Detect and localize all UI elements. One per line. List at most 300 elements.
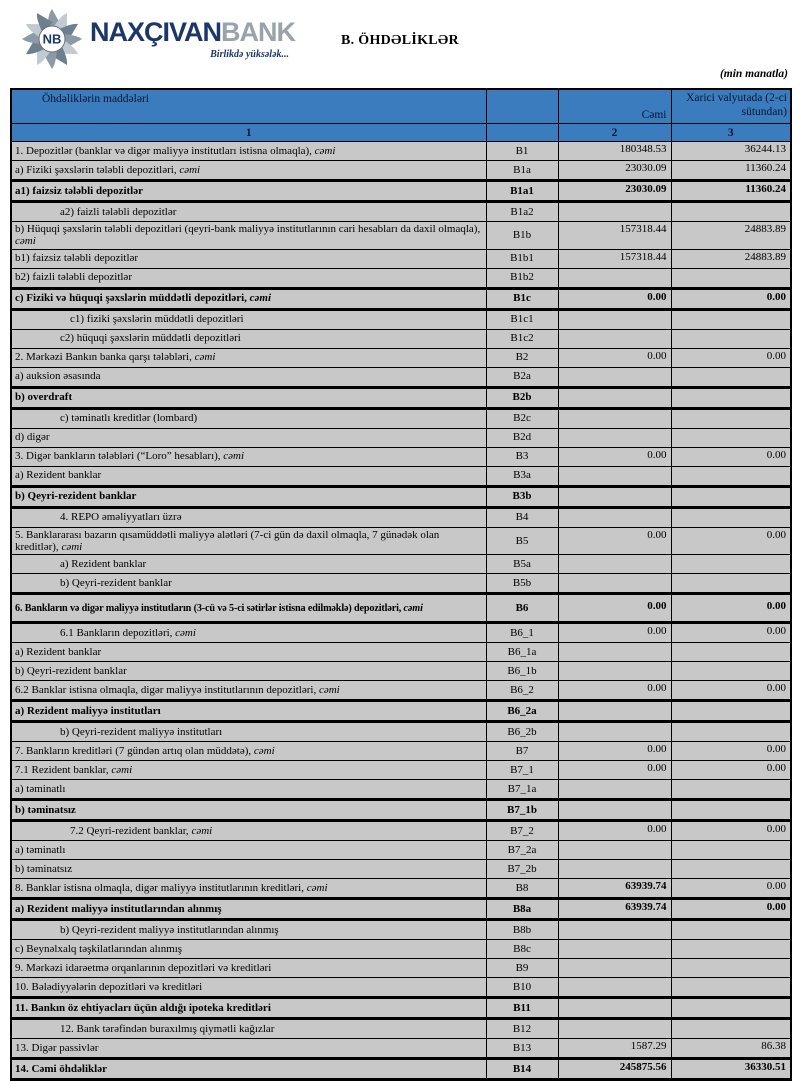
item-code-cell: B1 bbox=[486, 142, 558, 161]
table-row bbox=[11, 249, 791, 268]
item-foreign-cell bbox=[671, 309, 791, 329]
item-foreign-cell bbox=[671, 978, 791, 998]
item-label-cell bbox=[11, 466, 486, 486]
item-foreign-cell: 36330.51 bbox=[671, 1059, 791, 1080]
item-total-cell bbox=[558, 202, 671, 222]
column-header-code bbox=[486, 89, 558, 124]
item-total-cell: 180348.53 bbox=[558, 142, 671, 161]
item-code-cell: B8a bbox=[486, 899, 558, 920]
item-total-cell: 0.00 bbox=[558, 821, 671, 841]
item-total-cell bbox=[558, 701, 671, 722]
table-row bbox=[11, 555, 791, 574]
item-code-cell: B7_1a bbox=[486, 780, 558, 800]
table-row bbox=[11, 879, 791, 899]
item-label: 9. Mərkəzi idarəetmə orqanlarının depozitləri və kreditləri bbox=[15, 962, 272, 975]
item-label: a1) faizsiz tələbli depozitlər bbox=[15, 184, 143, 197]
item-label-cell bbox=[11, 662, 486, 681]
item-label-cell bbox=[11, 800, 486, 821]
table-row bbox=[11, 681, 791, 701]
item-total-cell: 1587.29 bbox=[558, 1039, 671, 1059]
table-row bbox=[11, 920, 791, 940]
item-code-cell: B1c bbox=[486, 288, 558, 309]
table-row bbox=[11, 940, 791, 959]
item-total-cell bbox=[558, 428, 671, 447]
item-label-cell bbox=[11, 821, 486, 841]
table-row bbox=[11, 623, 791, 643]
item-label-cell bbox=[11, 329, 486, 348]
item-label: a) Rezident banklar bbox=[15, 469, 102, 482]
item-foreign-cell bbox=[671, 860, 791, 879]
table-row bbox=[11, 408, 791, 428]
item-total-cell bbox=[558, 387, 671, 408]
item-foreign-cell bbox=[671, 998, 791, 1019]
item-code-cell: B6_2 bbox=[486, 681, 558, 701]
table-row bbox=[11, 447, 791, 466]
item-total-cell bbox=[558, 662, 671, 681]
item-code-cell: B6_2a bbox=[486, 701, 558, 722]
item-label-cell bbox=[11, 268, 486, 288]
item-label: b) təminatsız bbox=[15, 863, 73, 876]
item-foreign-cell bbox=[671, 466, 791, 486]
item-label: a) Fiziki şəxslərin tələbli depozitləri, bbox=[15, 163, 180, 176]
table-row bbox=[11, 722, 791, 742]
item-total-cell: 23030.09 bbox=[558, 181, 671, 202]
item-label-italic-suffix: cəmi bbox=[15, 235, 36, 248]
table-row bbox=[11, 387, 791, 408]
item-total-cell: 0.00 bbox=[558, 742, 671, 761]
item-label: b) Hüquqi şəxslərin tələbli depozitləri (qeyri-bank maliyyə institutlarının cari hesabları da daxil olmaqla), bbox=[15, 223, 481, 235]
item-foreign-cell bbox=[671, 1019, 791, 1039]
item-label: 5. Banklararası bazarın qısamüddətli maliyyə alətləri (7-ci gün də daxil olmaqla, 7 günədək olan kreditlər), bbox=[15, 528, 440, 553]
item-foreign-cell bbox=[671, 643, 791, 662]
item-foreign-cell: 24883.89 bbox=[671, 249, 791, 268]
item-label-italic-suffix: cəmi bbox=[314, 144, 336, 157]
item-label-cell bbox=[11, 309, 486, 329]
table-row bbox=[11, 1039, 791, 1059]
table-row bbox=[11, 428, 791, 447]
item-label-cell bbox=[11, 249, 486, 268]
item-code-cell: B1a2 bbox=[486, 202, 558, 222]
bank-name-secondary: BANK bbox=[221, 17, 296, 47]
item-code-cell: B3 bbox=[486, 447, 558, 466]
item-label: a) auksion əsasında bbox=[15, 370, 101, 383]
item-code-cell: B1a bbox=[486, 161, 558, 181]
item-foreign-cell: 0.00 bbox=[671, 527, 791, 555]
column-header-total: Cəmi bbox=[558, 89, 671, 124]
item-total-cell bbox=[558, 574, 671, 594]
table-row bbox=[11, 202, 791, 222]
item-foreign-cell bbox=[671, 959, 791, 978]
item-code-cell: B1b2 bbox=[486, 268, 558, 288]
item-foreign-cell bbox=[671, 486, 791, 507]
item-total-cell: 0.00 bbox=[558, 761, 671, 780]
item-label-cell bbox=[11, 428, 486, 447]
item-foreign-cell bbox=[671, 202, 791, 222]
item-code-cell: B7_1b bbox=[486, 800, 558, 821]
item-foreign-cell bbox=[671, 408, 791, 428]
item-label-cell bbox=[11, 841, 486, 860]
item-total-cell: 63939.74 bbox=[558, 899, 671, 920]
item-label-cell bbox=[11, 222, 486, 250]
item-label: 12. Bank tərəfindən buraxılmış qiymətli kağızlar bbox=[60, 1023, 275, 1036]
item-label: 6.2 Banklar istisna olmaqla, digər maliyyə institutlarının depozitləri, bbox=[15, 684, 319, 697]
item-foreign-cell bbox=[671, 800, 791, 821]
item-label: a) Rezident maliyyə institutları bbox=[15, 705, 161, 718]
table-row bbox=[11, 329, 791, 348]
item-label: 10. Bələdiyyələrin depozitləri və kreditləri bbox=[15, 981, 203, 994]
item-label-cell bbox=[11, 447, 486, 466]
item-label-italic-suffix: cəmi bbox=[249, 292, 272, 305]
item-foreign-cell bbox=[671, 940, 791, 959]
table-row bbox=[11, 507, 791, 527]
item-code-cell: B14 bbox=[486, 1059, 558, 1080]
liabilities-table bbox=[10, 88, 792, 1081]
item-total-cell bbox=[558, 408, 671, 428]
table-row bbox=[11, 643, 791, 662]
item-label-cell bbox=[11, 998, 486, 1019]
column-number-1: 1 bbox=[11, 124, 486, 142]
item-foreign-cell bbox=[671, 387, 791, 408]
item-label-cell bbox=[11, 1059, 486, 1080]
item-total-cell: 157318.44 bbox=[558, 249, 671, 268]
column-header-items: Öhdəliklərin maddələri bbox=[11, 89, 486, 124]
item-label-italic-suffix: cəmi bbox=[223, 450, 245, 463]
item-code-cell: B7 bbox=[486, 742, 558, 761]
item-code-cell: B1c2 bbox=[486, 329, 558, 348]
item-label: a) Rezident banklar bbox=[15, 646, 102, 659]
table-row bbox=[11, 142, 791, 161]
item-label: 7. Bankların kreditləri (7 gündən artıq olan müddətə), bbox=[15, 745, 254, 758]
item-label-cell bbox=[11, 574, 486, 594]
item-total-cell: 0.00 bbox=[558, 348, 671, 367]
table-row bbox=[11, 348, 791, 367]
item-label: b) Qeyri-rezident banklar bbox=[60, 577, 172, 590]
item-label-italic-suffix: cəmi bbox=[191, 825, 213, 838]
item-label: b) təminatsız bbox=[15, 804, 76, 817]
item-label: a) təminatlı bbox=[15, 783, 66, 796]
table-row bbox=[11, 841, 791, 860]
item-label-cell bbox=[11, 202, 486, 222]
table-row bbox=[11, 998, 791, 1019]
column-number-2: 2 bbox=[558, 124, 671, 142]
item-foreign-cell bbox=[671, 701, 791, 722]
item-total-cell: 245875.56 bbox=[558, 1059, 671, 1080]
table-row bbox=[11, 761, 791, 780]
item-label-cell bbox=[11, 486, 486, 507]
item-code-cell: B4 bbox=[486, 507, 558, 527]
item-foreign-cell bbox=[671, 367, 791, 387]
item-foreign-cell bbox=[671, 780, 791, 800]
item-total-cell: 0.00 bbox=[558, 527, 671, 555]
item-label-cell bbox=[11, 722, 486, 742]
item-label: c) Beynəlxalq təşkilatlarından alınmış bbox=[15, 943, 183, 956]
item-label-cell bbox=[11, 742, 486, 761]
item-label: b1) faizsiz tələbli depozitlər bbox=[15, 252, 139, 265]
item-label-cell bbox=[11, 860, 486, 879]
column-number-3: 3 bbox=[671, 124, 791, 142]
item-code-cell: B5a bbox=[486, 555, 558, 574]
table-row bbox=[11, 742, 791, 761]
item-code-cell: B2 bbox=[486, 348, 558, 367]
bank-tagline: Birlikdə yüksələk... bbox=[210, 49, 290, 60]
table-row bbox=[11, 594, 791, 623]
item-label: b2) faizli tələbli depozitlər bbox=[15, 271, 132, 284]
table-row bbox=[11, 367, 791, 387]
table-row bbox=[11, 800, 791, 821]
item-label-italic-suffix: cəmi bbox=[403, 602, 423, 614]
item-label-italic-suffix: cəmi bbox=[61, 540, 83, 553]
item-total-cell bbox=[558, 800, 671, 821]
table-row bbox=[11, 959, 791, 978]
item-total-cell bbox=[558, 486, 671, 507]
item-label: c2) hüquqi şəxslərin müddətli depozitləri bbox=[60, 332, 241, 345]
item-code-cell: B2b bbox=[486, 387, 558, 408]
item-label-cell bbox=[11, 527, 486, 555]
item-total-cell bbox=[558, 722, 671, 742]
item-total-cell: 0.00 bbox=[558, 447, 671, 466]
item-code-cell: B9 bbox=[486, 959, 558, 978]
item-label: a2) faizli tələbli depozitlər bbox=[60, 205, 177, 218]
item-label-cell bbox=[11, 594, 486, 623]
item-label: b) Qeyri-rezident maliyyə institutlarından alınmış bbox=[60, 924, 279, 937]
item-label-cell bbox=[11, 288, 486, 309]
item-label-cell bbox=[11, 181, 486, 202]
item-label-cell bbox=[11, 1019, 486, 1039]
item-label-cell bbox=[11, 879, 486, 899]
currency-unit-note: (min manatla) bbox=[719, 68, 788, 80]
item-total-cell bbox=[558, 998, 671, 1019]
item-total-cell bbox=[558, 780, 671, 800]
item-foreign-cell: 0.00 bbox=[671, 681, 791, 701]
item-total-cell bbox=[558, 1019, 671, 1039]
item-label-cell bbox=[11, 761, 486, 780]
table-row bbox=[11, 662, 791, 681]
table-row bbox=[11, 181, 791, 202]
item-total-cell bbox=[558, 268, 671, 288]
item-code-cell: B5b bbox=[486, 574, 558, 594]
item-label-italic-suffix: cəmi bbox=[179, 163, 201, 176]
item-foreign-cell: 0.00 bbox=[671, 899, 791, 920]
item-total-cell bbox=[558, 643, 671, 662]
item-code-cell: B6_1b bbox=[486, 662, 558, 681]
table-row bbox=[11, 574, 791, 594]
item-foreign-cell bbox=[671, 268, 791, 288]
table-row bbox=[11, 701, 791, 722]
table-row bbox=[11, 527, 791, 555]
item-total-cell: 0.00 bbox=[558, 681, 671, 701]
item-foreign-cell: 0.00 bbox=[671, 348, 791, 367]
item-label-cell bbox=[11, 367, 486, 387]
bank-name-primary: NAXÇIVAN bbox=[90, 17, 222, 47]
item-code-cell: B6_1 bbox=[486, 623, 558, 643]
column-number-blank bbox=[486, 124, 558, 142]
item-code-cell: B7_2 bbox=[486, 821, 558, 841]
item-label: 4. REPO əməliyyatları üzrə bbox=[60, 511, 182, 524]
item-label: c) təminatlı kreditlər (lombard) bbox=[60, 412, 198, 425]
item-label-cell bbox=[11, 780, 486, 800]
item-total-cell bbox=[558, 959, 671, 978]
item-label: 7.2 Qeyri-rezident banklar, bbox=[70, 825, 192, 838]
item-foreign-cell: 0.00 bbox=[671, 447, 791, 466]
item-code-cell: B6 bbox=[486, 594, 558, 623]
item-code-cell: B3b bbox=[486, 486, 558, 507]
item-label-cell bbox=[11, 899, 486, 920]
item-total-cell: 0.00 bbox=[558, 594, 671, 623]
item-label-cell bbox=[11, 555, 486, 574]
item-label: 6.1 Bankların depozitləri, bbox=[60, 627, 176, 640]
item-label-italic-suffix: cəmi bbox=[194, 351, 216, 364]
item-foreign-cell: 0.00 bbox=[671, 879, 791, 899]
item-total-cell bbox=[558, 329, 671, 348]
item-foreign-cell: 11360.24 bbox=[671, 181, 791, 202]
item-label: 2. Mərkəzi Bankın banka qarşı tələbləri, bbox=[15, 351, 195, 364]
item-code-cell: B1b1 bbox=[486, 249, 558, 268]
item-label-cell bbox=[11, 959, 486, 978]
column-header-foreign: Xarici valyutada (2-ci sütundan) bbox=[671, 89, 791, 124]
item-code-cell: B1c1 bbox=[486, 309, 558, 329]
table-row bbox=[11, 860, 791, 879]
item-foreign-cell: 0.00 bbox=[671, 288, 791, 309]
item-label-cell bbox=[11, 940, 486, 959]
header-row-numbers bbox=[11, 124, 791, 142]
item-total-cell: 23030.09 bbox=[558, 161, 671, 181]
bank-monogram: NB bbox=[42, 31, 62, 47]
table-row bbox=[11, 466, 791, 486]
item-code-cell: B8 bbox=[486, 879, 558, 899]
item-label: b) overdraft bbox=[15, 391, 73, 404]
item-label-cell bbox=[11, 387, 486, 408]
item-label-cell bbox=[11, 348, 486, 367]
table-row bbox=[11, 288, 791, 309]
item-code-cell: B6_1a bbox=[486, 643, 558, 662]
item-label-cell bbox=[11, 681, 486, 701]
item-code-cell: B7_2a bbox=[486, 841, 558, 860]
item-label: b) Qeyri-rezident banklar bbox=[15, 490, 137, 503]
item-label-italic-suffix: cəmi bbox=[111, 764, 133, 777]
item-label: 3. Digər bankların tələbləri (“Loro” hesabları), bbox=[15, 450, 224, 463]
item-foreign-cell: 86.38 bbox=[671, 1039, 791, 1059]
table-row bbox=[11, 268, 791, 288]
item-code-cell: B2a bbox=[486, 367, 558, 387]
item-foreign-cell: 0.00 bbox=[671, 623, 791, 643]
item-label: 7.1 Rezident banklar, bbox=[15, 764, 112, 777]
table-row bbox=[11, 161, 791, 181]
item-label-italic-suffix: cəmi bbox=[175, 627, 196, 640]
item-code-cell: B13 bbox=[486, 1039, 558, 1059]
item-code-cell: B1a1 bbox=[486, 181, 558, 202]
item-code-cell: B1b bbox=[486, 222, 558, 250]
item-label-italic-suffix: cəmi bbox=[306, 882, 328, 895]
report-header bbox=[0, 0, 800, 88]
item-foreign-cell: 0.00 bbox=[671, 742, 791, 761]
item-foreign-cell bbox=[671, 722, 791, 742]
item-total-cell: 0.00 bbox=[558, 623, 671, 643]
item-label: a) Rezident banklar bbox=[60, 558, 147, 571]
item-label: 1. Depozitlər (banklar və digər maliyyə institutları istisna olmaqla), bbox=[15, 144, 315, 157]
table-header bbox=[11, 89, 791, 142]
item-label: a) təminatlı bbox=[15, 844, 66, 857]
item-label: b) Qeyri-rezident banklar bbox=[15, 665, 127, 678]
item-code-cell: B7_1 bbox=[486, 761, 558, 780]
item-label: 14. Cəmi öhdəliklər bbox=[15, 1063, 107, 1076]
item-label-cell bbox=[11, 701, 486, 722]
item-label-cell bbox=[11, 1039, 486, 1059]
item-label-italic-suffix: cəmi bbox=[318, 684, 340, 697]
table-row bbox=[11, 821, 791, 841]
item-label: b) Qeyri-rezident maliyyə institutları bbox=[60, 726, 223, 739]
item-total-cell bbox=[558, 367, 671, 387]
item-foreign-cell bbox=[671, 555, 791, 574]
item-label: 8. Banklar istisna olmaqla, digər maliyyə institutlarının kreditləri, bbox=[15, 882, 307, 895]
table-row bbox=[11, 222, 791, 250]
item-code-cell: B7_2b bbox=[486, 860, 558, 879]
table-row bbox=[11, 780, 791, 800]
table-row bbox=[11, 309, 791, 329]
item-code-cell: B8c bbox=[486, 940, 558, 959]
item-label-cell bbox=[11, 920, 486, 940]
item-total-cell bbox=[558, 978, 671, 998]
item-label-cell bbox=[11, 142, 486, 161]
table-row bbox=[11, 1059, 791, 1080]
item-foreign-cell: 0.00 bbox=[671, 761, 791, 780]
item-foreign-cell: 24883.89 bbox=[671, 222, 791, 250]
item-foreign-cell bbox=[671, 662, 791, 681]
item-code-cell: B6_2b bbox=[486, 722, 558, 742]
item-foreign-cell: 0.00 bbox=[671, 594, 791, 623]
item-foreign-cell bbox=[671, 428, 791, 447]
item-foreign-cell bbox=[671, 841, 791, 860]
item-code-cell: B2c bbox=[486, 408, 558, 428]
item-label: a) Rezident maliyyə institutlarından alınmış bbox=[15, 903, 222, 916]
item-label-cell bbox=[11, 978, 486, 998]
item-label: c) Fiziki və hüquqi şəxslərin müddətli depozitləri, bbox=[15, 292, 250, 305]
liabilities-tbody bbox=[11, 142, 791, 1080]
item-label-cell bbox=[11, 408, 486, 428]
item-total-cell: 63939.74 bbox=[558, 879, 671, 899]
item-total-cell: 0.00 bbox=[558, 288, 671, 309]
header-row-labels bbox=[11, 89, 791, 124]
table-row bbox=[11, 978, 791, 998]
item-foreign-cell: 11360.24 bbox=[671, 161, 791, 181]
item-label: 11. Bankın öz ehtiyacları üçün aldığı ipoteka kreditləri bbox=[15, 1002, 271, 1015]
item-label: d) digər bbox=[15, 431, 50, 444]
item-label-cell bbox=[11, 623, 486, 643]
item-total-cell bbox=[558, 940, 671, 959]
table-row bbox=[11, 486, 791, 507]
item-total-cell bbox=[558, 841, 671, 860]
item-label-cell bbox=[11, 161, 486, 181]
table-row bbox=[11, 899, 791, 920]
item-code-cell: B12 bbox=[486, 1019, 558, 1039]
item-total-cell: 157318.44 bbox=[558, 222, 671, 250]
item-foreign-cell bbox=[671, 574, 791, 594]
item-foreign-cell bbox=[671, 920, 791, 940]
item-total-cell bbox=[558, 860, 671, 879]
item-label: 6. Bankların və digər maliyyə institutların (3-cü və 5-ci sətirlər istisna edilməklə) depozitləri, bbox=[15, 602, 404, 614]
item-code-cell: B10 bbox=[486, 978, 558, 998]
page-title: B. ÖHDƏLİKLƏR bbox=[341, 33, 459, 48]
item-foreign-cell: 36244.13 bbox=[671, 142, 791, 161]
item-total-cell bbox=[558, 507, 671, 527]
item-foreign-cell bbox=[671, 507, 791, 527]
item-label-cell bbox=[11, 643, 486, 662]
item-code-cell: B5 bbox=[486, 527, 558, 555]
item-foreign-cell: 0.00 bbox=[671, 821, 791, 841]
item-label: 13. Digər passivlər bbox=[15, 1042, 99, 1055]
item-total-cell bbox=[558, 466, 671, 486]
item-foreign-cell bbox=[671, 329, 791, 348]
item-code-cell: B2d bbox=[486, 428, 558, 447]
